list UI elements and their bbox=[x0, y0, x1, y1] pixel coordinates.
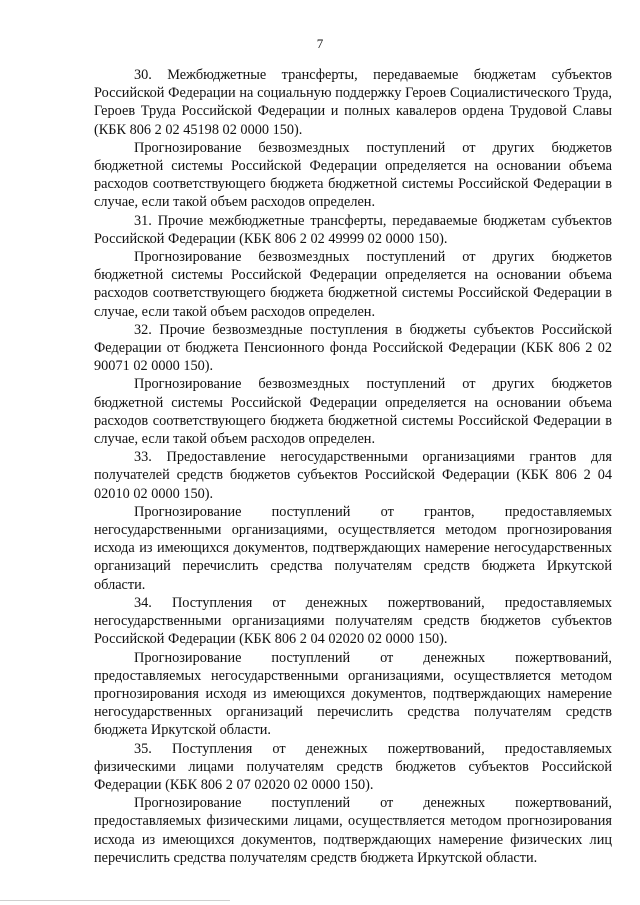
paragraph-forecast-34: Прогнозирование поступлений от денежных пожертвований, предоставляемых негосударственными организациями, осуществляется методом прогнозирования исходя из имеющихся документов, подтверждающих намерение негосударственных организаций перечислить средства получателям средств бюджета Иркутской области. bbox=[94, 649, 612, 739]
document-body bbox=[94, 66, 612, 867]
paragraph-item-34: 34. Поступления от денежных пожертвований, предоставляемых негосударственными организациями получателям средств бюджетов субъектов Российской Федерации (КБК 806 2 04 02020 02 0000 150). bbox=[94, 594, 612, 648]
page-number: 7 bbox=[316, 36, 324, 51]
paragraph-item-33: 33. Предоставление негосударственными организациями грантов для получателей средств бюджетов субъектов Российской Федерации (КБК 806 2 04 02010 02 0000 150). bbox=[94, 449, 612, 502]
paragraph-item-35: 35. Поступления от денежных пожертвований, предоставляемых физическими лицами получателям средств бюджетов субъектов Российской Федерации (КБК 806 2 07 02020 02 0000 150). bbox=[94, 740, 612, 793]
paragraph-forecast-32: Прогнозирование безвозмездных поступлений от других бюджетов бюджетной системы Российской Федерации определяется на основании объема расходов соответствующего бюджета бюджетной системы Российской Федерации в случае, если такой объем расходов определен. bbox=[94, 376, 612, 448]
paragraph-forecast-35: Прогнозирование поступлений от денежных пожертвований, предоставляемых физическими лицами, осуществляется методом прогнозирования исхода из имеющихся документов, подтверждающих намерение физических лиц перечислить средства получателям средств бюджета Иркутской области. bbox=[94, 795, 612, 866]
paragraph-forecast-33: Прогнозирование поступлений от грантов, предоставляемых негосударственными организациями, осуществляется методом прогнозирования исхода из имеющихся документов, подтверждающих намерение негосударственных организаций перечислить средства получателям средств бюджета Иркутской области. bbox=[94, 503, 612, 593]
paragraph-item-32: 32. Прочие безвозмездные поступления в бюджеты субъектов Российской Федерации от бюджета Пенсионного фонда Российской Федерации (КБК 806 2 02 90071 02 0000 150). bbox=[94, 321, 612, 375]
paragraph-item-30: 30. Межбюджетные трансферты, передаваемые бюджетам субъектов Российской Федерации на социальную поддержку Героев Социалистического Труда, Героев Труда Российской Федерации и полных кавалеров ордена Трудовой Славы (КБК 806 2 02 45198 02 0000 150). bbox=[94, 67, 612, 138]
paragraph-forecast-30: Прогнозирование безвозмездных поступлений от других бюджетов бюджетной системы Российской Федерации определяется на основании объема расходов соответствующего бюджета бюджетной системы Российской Федерации в случае, если такой объем расходов определен. bbox=[94, 139, 612, 211]
footer-divider bbox=[0, 900, 230, 901]
paragraph-item-31: 31. Прочие межбюджетные трансферты, передаваемые бюджетам субъектов Российской Федерации (КБК 806 2 02 49999 02 0000 150). bbox=[94, 212, 612, 247]
paragraph-forecast-31: Прогнозирование безвозмездных поступлений от других бюджетов бюджетной системы Российской Федерации определяется на основании объема расходов соответствующего бюджета бюджетной системы Российской Федерации в случае, если такой объем расходов определен. bbox=[94, 249, 612, 320]
